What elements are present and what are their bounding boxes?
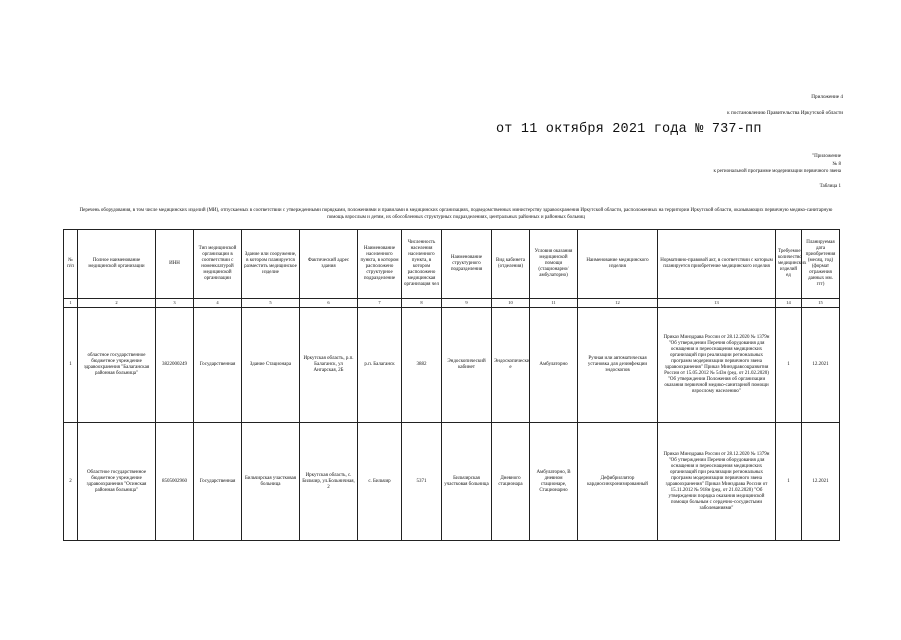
- column-header: Здание или сооружение, в котором планируется разместить медицинское изделие: [242, 230, 300, 299]
- column-header: Нормативно-правовой акт, в соответствии с которым планируется приобретение медицинского изделия: [658, 230, 776, 299]
- program-appendix-title: "Приложение: [812, 154, 841, 159]
- table-cell: 12.2021: [802, 308, 840, 423]
- table-cell: 8505002960: [156, 423, 194, 541]
- column-number: 7: [358, 299, 402, 308]
- column-header: Численность населения населенного пункта, в котором расположено медицинская организация чел: [402, 230, 442, 299]
- column-number: 12: [578, 299, 658, 308]
- appendix-decree-ref: к постановлению Правительства Иркутской области: [727, 110, 843, 116]
- column-number: 2: [78, 299, 156, 308]
- table-cell: 5371: [402, 423, 442, 541]
- table-cell: Бильчирская участковая больница: [442, 423, 492, 541]
- column-header: Вид кабинета (отделения): [492, 230, 530, 299]
- table-cell: с. Бильчир: [358, 423, 402, 541]
- table-cell: 2: [64, 423, 78, 541]
- table-cell: Дефибриллятор кардиосинхронизированный: [578, 423, 658, 541]
- table-cell: Бильчирская участковая больница: [242, 423, 300, 541]
- equipment-table: [63, 229, 840, 541]
- column-number: 8: [402, 299, 442, 308]
- document-heading: Перечень оборудования, в том числе медицинских изделий (МИ), отпускаемых в соответствии с утвержденными порядками, положениями и правилами в медицинских организациях, подведомственных министерству здравоохранения Иркутской области, расположенных на территории Иркутской области, оказывающих первичную медико-санитарную помощь взрослым и детям, их обособленных структурных подразделениях, центральных районных и районных больниц: [79, 208, 833, 220]
- table-cell: Государственная: [194, 423, 242, 541]
- table-row: [64, 423, 840, 541]
- program-appendix-block: [713, 153, 841, 176]
- column-number-row: [64, 299, 840, 308]
- appendix-block: [727, 94, 843, 117]
- table-cell: Амбулаторно: [530, 308, 578, 423]
- column-header: Условия оказания медицинской помощи (стационарно/амбулаторно): [530, 230, 578, 299]
- table-cell: Приказ Минздрава России от 28.12.2020 № 1379н "Об утверждении Перечня оборудования для оснащения и переоснащения медицинских организаций при реализации региональных программ модернизации первичного звена здравоохранения" Приказ Минздрава России от 15.11.2012 № 918н (ред. от 21.02.2020) "Об утверждении порядка оказания медицинской помощи больным с сердечно-сосудистыми заболеваниями": [658, 423, 776, 541]
- table-cell: областное государственное бюджетное учреждение здравоохранения "Балаганская районная больница": [78, 308, 156, 423]
- table-cell: 1: [776, 423, 802, 541]
- table-cell: 3822000249: [156, 308, 194, 423]
- table-cell: 1: [776, 308, 802, 423]
- column-header: Планируемая дата приобретения (месяц, год) (формат отражения данных мм. ггг): [802, 230, 840, 299]
- column-number: 11: [530, 299, 578, 308]
- table-cell: Приказ Минздрава России от 28.12.2020 № 1379н "Об утверждении Перечня оборудования для оснащения и переоснащения медицинских организаций при реализации региональных программ модернизации первичного звена здравоохранения" Приказ Минздравсоцразвития России от 15.05.2012 № 543н (ред. от 21.02.2020) "Об утверждении Положения об организации оказания первичной медико-санитарной помощи взрослому населению": [658, 308, 776, 423]
- column-header: ИНН: [156, 230, 194, 299]
- table-cell: Иркутская область, с. Бильчир, ул.Больничная, 2: [300, 423, 358, 541]
- table-cell: Ручная или автоматическая установка для дезинфекции эндоскопов: [578, 308, 658, 423]
- column-number: 9: [442, 299, 492, 308]
- table-cell: Здание Стационара: [242, 308, 300, 423]
- table-cell: 12.2021: [802, 423, 840, 541]
- column-number: 6: [300, 299, 358, 308]
- table-cell: 1: [64, 308, 78, 423]
- table-cell: Эндоскопический кабинет: [442, 308, 492, 423]
- column-number: 14: [776, 299, 802, 308]
- table-cell: Амбулаторно, В дневном стационаре, Стационарно: [530, 423, 578, 541]
- table-cell: 3882: [402, 308, 442, 423]
- table-cell: Областное государственное бюджетное учреждение здравоохранения "Осинская районная больница": [78, 423, 156, 541]
- column-header: Тип медицинской организации в соответствии с номенклатурой медицинской организации: [194, 230, 242, 299]
- table-cell: Дневного стационара: [492, 423, 530, 541]
- column-header: Наименование медицинского изделия: [578, 230, 658, 299]
- column-number: 15: [802, 299, 840, 308]
- column-header: Наименование структурного подразделения: [442, 230, 492, 299]
- decree-stamp: от 11 октября 2021 года № 737-пп: [496, 122, 762, 137]
- column-number: 3: [156, 299, 194, 308]
- column-number: 5: [242, 299, 300, 308]
- appendix-number: Приложение 4: [811, 94, 843, 100]
- table-cell: Иркутская область, р.п. Балаганск, ул Ангарская, 2Б: [300, 308, 358, 423]
- table-cell: Государственная: [194, 308, 242, 423]
- table-label: Таблица 1: [819, 184, 841, 189]
- column-header: Полное наименование медицинской организации: [78, 230, 156, 299]
- table-cell: Эндоскопически е: [492, 308, 530, 423]
- program-appendix-number: № 8: [832, 161, 841, 167]
- column-header: № п/п: [64, 230, 78, 299]
- column-number: 4: [194, 299, 242, 308]
- table-cell: р.п. Балаганск: [358, 308, 402, 423]
- program-appendix-ref: к региональной программе модернизации первичного звена: [713, 169, 841, 174]
- column-number: 10: [492, 299, 530, 308]
- column-header: Требуемое количество медицинских изделий ед: [776, 230, 802, 299]
- column-number: 1: [64, 299, 78, 308]
- column-header: Фактический адрес здания: [300, 230, 358, 299]
- table-header-row: [64, 230, 840, 299]
- table-row: [64, 308, 840, 423]
- column-number: 13: [658, 299, 776, 308]
- column-header: Наименование населенного пункта, в котором расположено структурное подразделение: [358, 230, 402, 299]
